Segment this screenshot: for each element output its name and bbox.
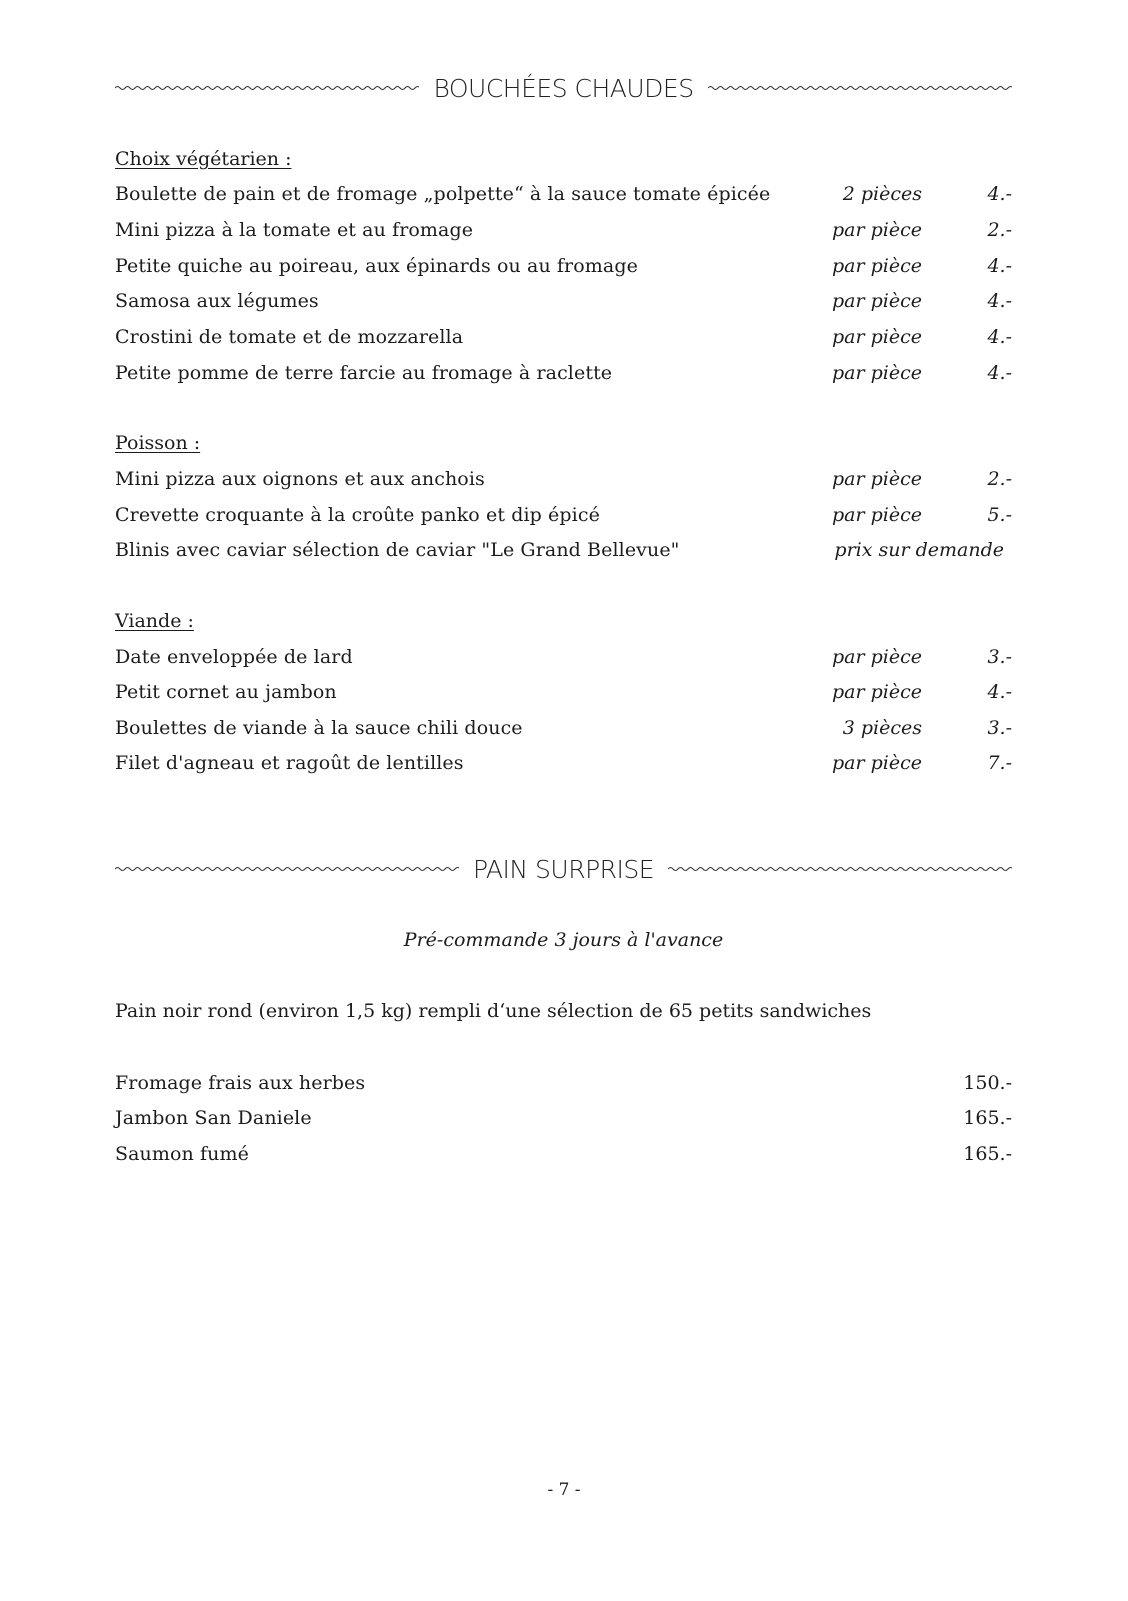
category-label-meat: Viande :: [115, 610, 194, 632]
item-unit: par pièce: [832, 504, 922, 526]
item-name: Blinis avec caviar sélection de caviar "Le Grand Bellevue": [115, 539, 680, 561]
section-heading-pain-surprise: [115, 849, 1012, 889]
item-unit: par pièce: [832, 752, 922, 774]
menu-item: [115, 290, 1012, 318]
pain-surprise-description: Pain noir rond (environ 1,5 kg) rempli d‘une sélection de 65 petits sandwiches: [115, 1000, 872, 1022]
item-unit: par pièce: [832, 326, 922, 348]
menu-item: [115, 539, 1012, 567]
section-title: BOUCHÉES CHAUDES: [433, 73, 694, 103]
item-price: 4.-: [987, 326, 1012, 348]
item-unit: par pièce: [832, 646, 922, 668]
item-price: 150.-: [963, 1072, 1012, 1094]
menu-item: [115, 752, 1012, 780]
decorative-wave-right: [668, 865, 1012, 873]
menu-item: [115, 646, 1012, 674]
item-unit: par pièce: [832, 219, 922, 241]
menu-item: [115, 1072, 1012, 1100]
item-price: 3.-: [987, 717, 1012, 739]
menu-item: [115, 681, 1012, 709]
menu-item: [115, 1143, 1012, 1171]
item-name: Saumon fumé: [115, 1143, 249, 1165]
item-unit: par pièce: [832, 468, 922, 490]
section-heading-bouchees: [115, 68, 1012, 108]
page-number: - 7 -: [547, 1480, 581, 1500]
item-name: Petite quiche au poireau, aux épinards ou au fromage: [115, 255, 638, 277]
item-unit: par pièce: [832, 290, 922, 312]
item-price: 165.-: [963, 1143, 1012, 1165]
item-name: Mini pizza aux oignons et aux anchois: [115, 468, 485, 490]
item-name: Date enveloppée de lard: [115, 646, 353, 668]
item-name: Crevette croquante à la croûte panko et dip épicé: [115, 504, 600, 526]
item-unit: par pièce: [832, 681, 922, 703]
item-name: Petite pomme de terre farcie au fromage à raclette: [115, 362, 613, 384]
item-price: 2.-: [987, 468, 1012, 490]
item-price: 7.-: [987, 752, 1012, 774]
item-price: 4.-: [987, 183, 1012, 205]
item-unit: 2 pièces: [842, 183, 922, 205]
item-name: Fromage frais aux herbes: [115, 1072, 366, 1094]
item-name: Boulette de pain et de fromage „polpette“ à la sauce tomate épicée: [115, 183, 771, 205]
decorative-wave-right: [708, 84, 1012, 92]
decorative-wave-left: [115, 865, 459, 873]
item-name: Samosa aux légumes: [115, 290, 319, 312]
menu-item: [115, 255, 1012, 283]
item-name: Mini pizza à la tomate et au fromage: [115, 219, 474, 241]
item-price: 4.-: [987, 681, 1012, 703]
item-name: Jambon San Daniele: [115, 1107, 312, 1129]
item-unit: par pièce: [832, 255, 922, 277]
item-name: Petit cornet au jambon: [115, 681, 337, 703]
item-price: 4.-: [987, 290, 1012, 312]
menu-item: [115, 468, 1012, 496]
preorder-note: Pré-commande 3 jours à l'avance: [403, 929, 724, 951]
menu-item: [115, 504, 1012, 532]
menu-item: [115, 326, 1012, 354]
menu-item: [115, 362, 1012, 390]
category-label-fish: Poisson :: [115, 432, 201, 454]
item-unit: 3 pièces: [842, 717, 922, 739]
menu-item: [115, 717, 1012, 745]
item-name: Crostini de tomate et de mozzarella: [115, 326, 464, 348]
item-price: 2.-: [987, 219, 1012, 241]
item-price: 3.-: [987, 646, 1012, 668]
decorative-wave-left: [115, 84, 419, 92]
menu-item: [115, 219, 1012, 247]
item-unit: par pièce: [832, 362, 922, 384]
section-title: PAIN SURPRISE: [472, 854, 655, 884]
item-unit: prix sur demande: [834, 539, 1004, 561]
item-price: 4.-: [987, 255, 1012, 277]
item-price: 165.-: [963, 1107, 1012, 1129]
item-name: Boulettes de viande à la sauce chili douce: [115, 717, 523, 739]
item-name: Filet d'agneau et ragoût de lentilles: [115, 752, 464, 774]
menu-item: [115, 1107, 1012, 1135]
item-price: 5.-: [987, 504, 1012, 526]
menu-item: [115, 183, 1012, 211]
item-price: 4.-: [987, 362, 1012, 384]
category-label-vegetarian: Choix végétarien :: [115, 148, 292, 170]
